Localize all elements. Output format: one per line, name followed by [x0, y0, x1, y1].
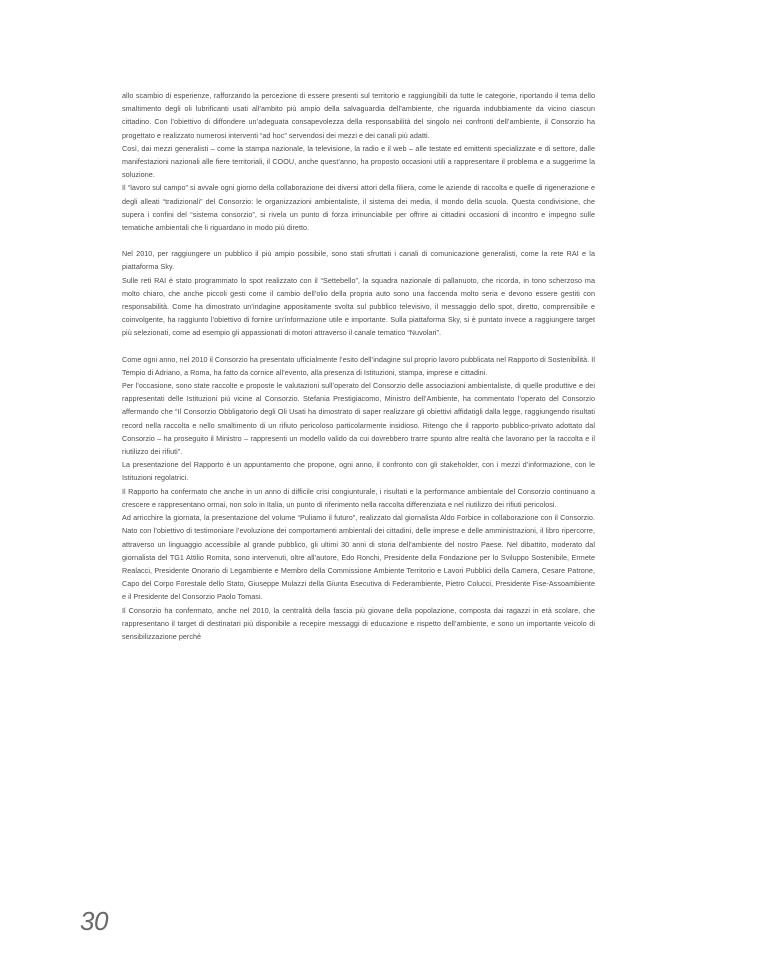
paragraph-5: Sulle reti RAI è stato programmato lo spot realizzato con il “Settebello”, la squadra nazionale di pallanuoto, che ricorda, in tono scherzoso ma molto chiaro, che anche piccoli gesti come il cambio dell’olio della propria auto sono una faccenda molto seria e devono essere gestiti con responsabilità. Come ha dimostrato un’indagine appositamente svolta sul pubblico televisivo, il messaggio dello spot, diretto, comprensibile e coinvolgente, ha raggiunto l’obiettivo di fornire un’informazione utile e importante. Sulla piattaforma Sky, si è puntato invece a raggiungere target più selezionati, come ad esempio gli appassionati di motori attraverso il canale tematico “Nuvolari”. [122, 275, 595, 338]
page-number: 30 [80, 906, 108, 936]
paragraph-3: Il “lavoro sul campo” si avvale ogni giorno della collaborazione dei diversi attori della filiera, come le aziende di raccolta e quelle di rigenerazione e degli alleati “tradizionali” del Consorzio: le organizzazioni ambientaliste, il sistema dei media, il mondo della scuola. Questa condivisione, che supera i confini del “sistema consorzio”, si rivela un punto di forza irrinunciabile per offrire ai cittadini occasioni di incontro e impegno sulle tematiche ambientali che li riguardano in modo più diretto. [122, 183, 595, 233]
body-text [122, 89, 595, 643]
paragraph-11: Il Consorzio ha confermato, anche nel 2010, la centralità della fascia più giovane della popolazione, composta dai ragazzi in età scolare, che rappresentano il target di destinatari più disponibile a recepire messaggi di educazione e rispetto dell’ambiente, e sono un importante veicolo di sensibilizzazione perché [122, 605, 595, 641]
paragraph-2: Così, dai mezzi generalisti – come la stampa nazionale, la televisione, la radio e il web – alle testate ed emittenti specializzate e di settore, dalle manifestazioni nazionali alle fiere territoriali, il COOU, anche quest’anno, ha proposto occasioni utili a rappresentare il problema e a suggerirne la soluzione. [122, 143, 595, 180]
paragraph-7: Per l’occasione, sono state raccolte e proposte le valutazioni sull’operato del Consorzio delle associazioni ambientaliste, di quelle produttive e dei rappresentati delle Istituzioni più vicine al Consorzio. Stefania Prestigiacomo, Ministro dell’Ambiente, ha commentato l’operato del Consorzio affermando che “Il Consorzio Obbligatorio degli Oli Usati ha dimostrato di saper realizzare gli obiettivi affidatigli dalla legge, raggiungendo risultati record nella raccolta e nello smaltimento di un rifiuto pericoloso particolarmente insidioso. Ritengo che il rapporto pubblico-privato adottato dal Consorzio – ha proseguito il Ministro – rappresenti un modello valido da cui dovrebbero trarre spunto altre realtà che lavorano per la raccolta e il riutilizzo dei rifiuti”. [122, 381, 595, 457]
paragraph-6: Come ogni anno, nel 2010 il Consorzio ha presentato ufficialmente l’esito dell’indagine sul proprio lavoro pubblicata nel Rapporto di Sostenibilità. Il Tempio di Adriano, a Roma, ha fatto da cornice all’evento, alla presenza di Istituzioni, stampa, imprese e cittadini. [122, 354, 595, 377]
paragraph-9: Il Rapporto ha confermato che anche in un anno di difficile crisi congiunturale, i risultati e la performance ambientale del Consorzio continuano a crescere e rappresentano ormai, non solo in Italia, un punto di riferimento nella raccolta differenziata e nel riutilizzo dei rifiuti pericolosi. [122, 486, 595, 509]
paragraph-10: Ad arricchire la giornata, la presentazione del volume “Puliamo il futuro”, realizzato dal giornalista Aldo Forbice in collaborazione con il Consorzio. Nato con l’obiettivo di testimoniare l’evoluzione dei comportamenti ambientali dei cittadini, delle imprese e delle amministrazioni, il libro ripercorre, attraverso un linguaggio accessibile al grande pubblico, gli ultimi 30 anni di storia dell’ambiente del nostro Paese. Nel dibattito, moderato dal giornalista del TG1 Attilio Romita, sono intervenuti, oltre all’autore, Edo Ronchi, Presidente della Fondazione per lo Sviluppo Sostenibile, Ermete Realacci, Presidente Onorario di Legambiente e Membro della Commissione Ambiente Territorio e Lavori Pubblici della Camera, Cesare Patrone, Capo del Corpo Forestale dello Stato, Giuseppe Mulazzi della Giunta Esecutiva di Federambiente, Pietro Colucci, Presidente Fise-Assoambiente e il Presidente del Consorzio Paolo Tomasi. [122, 513, 595, 602]
paragraph-4: Nel 2010, per raggiungere un pubblico il più ampio possibile, sono stati sfruttati i canali di comunicazione generalisti, come la rete RAI e la piattaforma Sky. [122, 249, 595, 272]
paragraph-1: allo scambio di esperienze, rafforzando la percezione di essere presenti sul territorio e raggiungibili da tutte le categorie, riportando il tema dello smaltimento degli oli lubrificanti usati all’ambito più ampio della salvaguardia dell’ambiente, che riguarda indubbiamente da vicino ciascun cittadino. Con l’obiettivo di diffondere un’adeguata consapevolezza della responsabilità del singolo nei confronti dell’ambiente, il Consorzio ha progettato e realizzato numerosi interventi “ad hoc” servendosi dei mezzi e dei canali più adatti. [122, 91, 595, 140]
paragraph-8: La presentazione del Rapporto è un appuntamento che propone, ogni anno, il confronto con gli stakeholder, con i mezzi d’informazione, con le Istituzioni regolatrici. [122, 460, 595, 483]
